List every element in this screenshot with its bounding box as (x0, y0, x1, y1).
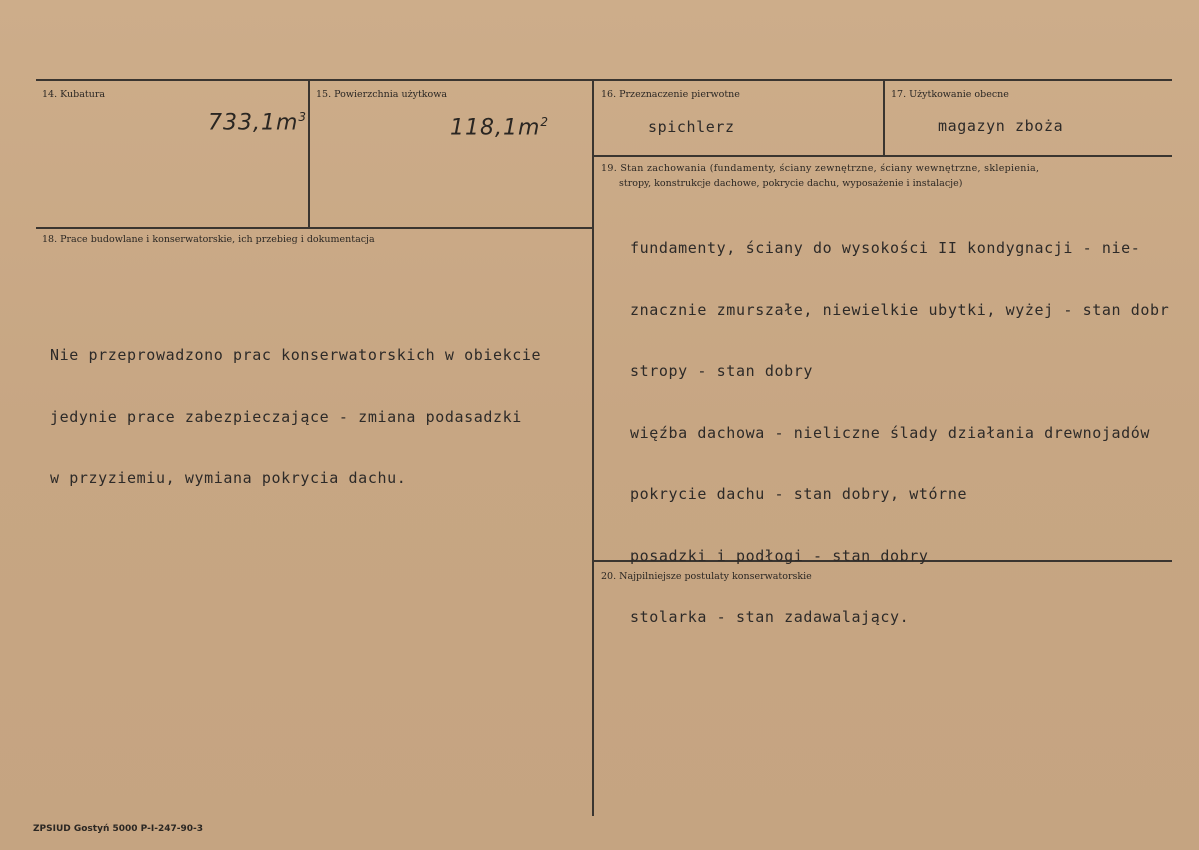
prace-line: Nie przeprowadzono prac konserwatorskich w obiekcie (50, 346, 542, 364)
stan-line: stropy - stan dobry (630, 362, 813, 380)
powierzchnia-value-main: 118,1m (450, 115, 541, 141)
stan-line: stolarka - stan zadawalający. (630, 608, 910, 626)
stan-line: więźba dachowa - nieliczne ślady działania drewnojadów (630, 423, 1151, 442)
divider-16-17 (883, 79, 885, 156)
uzytkowanie-value: magazyn zboża (938, 117, 1064, 135)
stan-label-line2: stropy, konstrukcje dachowe, pokrycie dachu, wyposażenie i instalacje) (619, 178, 963, 189)
top-rule (36, 79, 1172, 81)
przeznaczenie-value: spichlerz (648, 118, 735, 136)
stan-line: posadzki i podłogi - stan dobry (630, 546, 929, 565)
stan-line: fundamenty, ściany do wysokości II kondygnacji - nie- (630, 239, 1141, 257)
stan-line: znacznie zmurszałe, niewielkie ubytki, wyżej - stan dobr (630, 300, 1170, 319)
prace-text (50, 310, 541, 531)
stan-text (630, 203, 1190, 670)
rule-under-14-15 (36, 227, 593, 229)
divider-center (592, 79, 594, 816)
przeznaczenie-label: 16. Przeznaczenie pierwotne (601, 89, 740, 100)
kubatura-value (208, 110, 307, 135)
prace-line: w przyziemiu, wymiana pokrycia dachu. (50, 469, 407, 487)
stan-label-line1: 19. Stan zachowania (fundamenty, ściany zewnętrzne, ściany wewnętrzne, sklepienia, (601, 163, 1040, 174)
postulaty-label: 20. Najpilniejsze postulaty konserwatorskie (601, 571, 812, 582)
powierzchnia-value-unit-exp: 2 (540, 115, 550, 129)
uzytkowanie-label: 17. Użytkowanie obecne (891, 89, 1009, 100)
kubatura-value-main: 733,1m (208, 110, 299, 136)
kubatura-value-unit-exp: 3 (298, 110, 308, 124)
divider-14-15 (308, 79, 310, 228)
prace-label: 18. Prace budowlane i konserwatorskie, ich przebieg i dokumentacja (42, 234, 375, 245)
prace-line: jedynie prace zabezpieczające - zmiana podasadzki (50, 407, 522, 426)
powierzchnia-label: 15. Powierzchnia użytkowa (316, 89, 448, 100)
stan-line: pokrycie dachu - stan dobry, wtórne (630, 485, 968, 503)
powierzchnia-value (450, 115, 549, 140)
kubatura-label: 14. Kubatura (42, 89, 106, 100)
print-footer: ZPSIUD Gostyń 5000 P-I-247-90-3 (33, 824, 203, 834)
